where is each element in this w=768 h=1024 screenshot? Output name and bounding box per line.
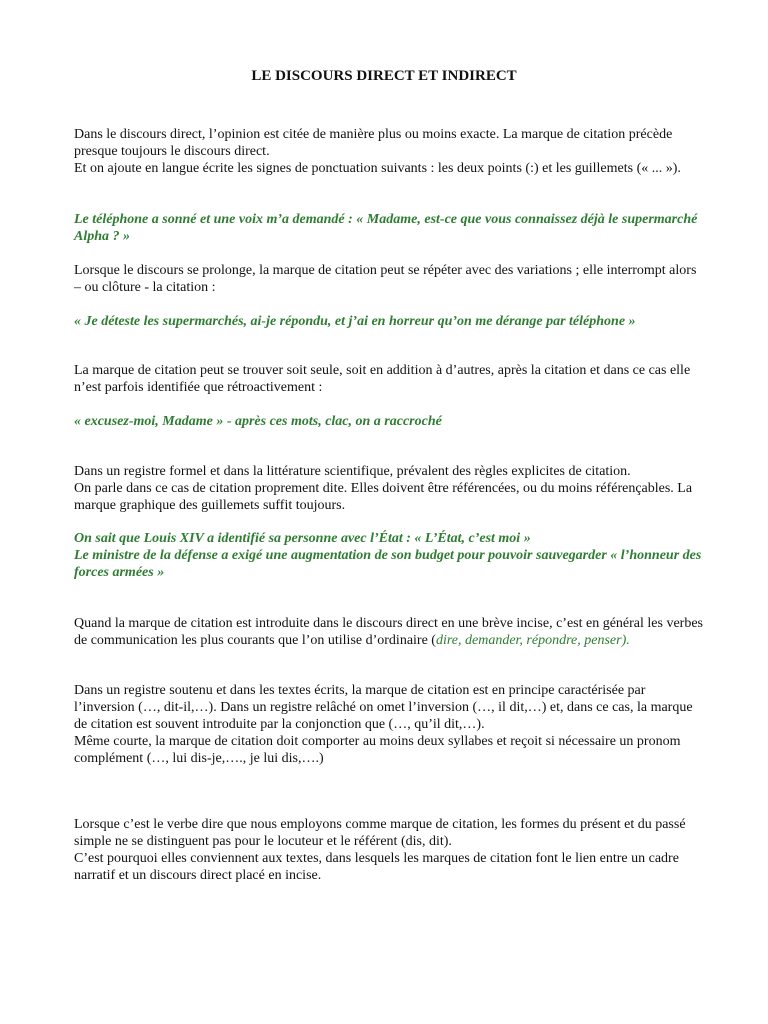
paragraph-incise [74,615,704,649]
paragraph-formal-register [74,463,704,514]
paragraph-line: On parle dans ce cas de citation proprement dite. Elles doivent être référencées, ou du moins référençables. La marque graphique des guillemets suffit toujours. [74,481,693,513]
paragraph-line: Même courte, la marque de citation doit comporter au moins deux syllabes et reçoit si nécessaire un pronom complément (…, lui dis-je,…., je lui dis,….) [74,734,681,766]
paragraph-line: Dans un registre soutenu et dans les textes écrits, la marque de citation est en principe caractérisée par l’inversion (…, dit-il,…). Dans un registre relâché on omet l’inversion (…, il dit,…) et, dans ce cas, la marque de citation est souvent introduite par la conjonction que (…, qu’il dit,…). [74,683,693,732]
document-title: LE DISCOURS DIRECT ET INDIRECT [251,68,517,84]
paragraph-line: C’est pourquoi elles conviennent aux textes, dans lesquels les marques de citation font le lien entre un cadre narratif et un discours direct placé en incise. [74,851,679,883]
paragraph-prolonged-discourse: Lorsque le discours se prolonge, la marque de citation peut se répéter avec des variations ; elle interrompt alors – ou clôture - la citation : [74,263,697,295]
paragraph-line: Lorsque c’est le verbe dire que nous employons comme marque de citation, les formes du présent et du passé simple ne se distinguent pas pour le locuteur et le référent (dis, dit). [74,817,686,849]
verb-examples: dire, demander, répondre, penser). [435,633,630,648]
paragraph-text: Quand la marque de citation est introduite dans le discours direct en une brève incise, c’est en général les verbes de communication les plus courants que l’on utilise d’ordinaire ( [74,616,703,648]
example-quote-telephone: Le téléphone a sonné et une voix m’a demandé : « Madame, est-ce que vous connaissez déjà le supermarché Alpha ? » [74,212,698,244]
paragraph-line: Dans un registre formel et dans la littérature scientifique, prévalent des règles explicites de citation. [74,464,631,479]
example-quotes-formal [74,530,704,581]
paragraph-line: Et on ajoute en langue écrite les signes de ponctuation suivants : les deux points (:) et les guillemets (« ... »). [74,161,681,176]
example-line: Le ministre de la défense a exigé une augmentation de son budget pour pouvoir sauvegarder « l’honneur des forces armées » [74,548,702,580]
paragraph-intro [74,126,704,177]
example-quote-supermarches: « Je déteste les supermarchés, ai-je répondu, et j’ai en horreur qu’on me dérange par téléphone » [74,314,636,329]
paragraph-retroactive: La marque de citation peut se trouver soit seule, soit en addition à d’autres, après la citation et dans ce cas elle n’est parfois identifiée que rétroactivement : [74,363,691,395]
paragraph-line: Dans le discours direct, l’opinion est citée de manière plus ou moins exacte. La marque de citation précède presque toujours le discours direct. [74,127,673,159]
example-line: On sait que Louis XIV a identifié sa personne avec l’État : « L’État, c’est moi » [74,531,531,546]
paragraph-verb-dire [74,816,704,884]
example-quote-excusez: « excusez-moi, Madame » - après ces mots, clac, on a raccroché [74,414,442,429]
paragraph-registers [74,682,704,767]
